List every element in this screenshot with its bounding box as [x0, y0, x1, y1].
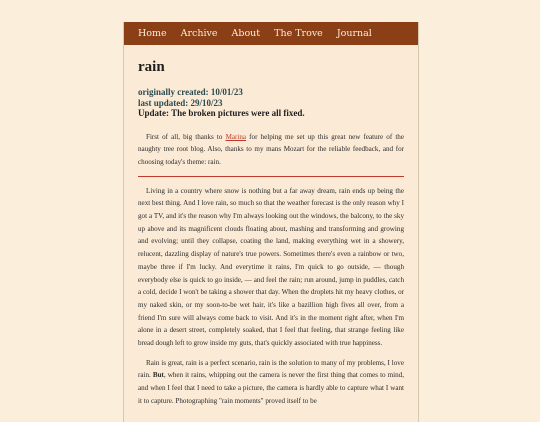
intro-text-before: First of all, big thanks to: [146, 132, 226, 141]
section-divider: [138, 176, 404, 177]
post-meta: [138, 87, 404, 119]
post-title: rain: [138, 59, 165, 75]
post-content: [124, 59, 418, 408]
nav-journal[interactable]: Journal: [336, 28, 372, 39]
intro-text-after: for helping me set up this great new feature of the naughty tree root blog. Also, thanks to my mans Mozart for the reliable feedback, and for choosing today's theme: rain.: [138, 132, 404, 166]
nav-home[interactable]: Home: [138, 28, 167, 39]
paragraph-2-before: Rain is great, rain is a perfect scenario, rain is the solution to many of my problems, I love rain.: [138, 358, 404, 380]
paragraph-2-after: , when it rains, whipping out the camera is never the first thing that comes to mind, and when I feel that I need to take a picture, the camera is hardly able to capture what I want it to capture. Photographing "rain moments" proved itself to be: [138, 371, 404, 405]
top-nav: [124, 22, 418, 45]
body-paragraph-1: Living in a country where snow is nothing but a far away dream, rain ends up being the next best thing. And I love rain, so much so that the weather forecast is the only reason why I got a TV, and it's the reason why I'm always looking out the windows, the balcony, to the sky up above and its magnificent clouds floating about, mashing and transforming and growing and evolving; until they collapse, coating the land, making everything wet in a showery, relucent, dazzling display of nature's true powers. Sometimes there's even a rainbow or two, maybe three if I'm lucky. And everytime it rains, I'm quick to go outside, — though everybody else is quick to go inside, — and feel the rain; run around, jump in puddles, catch a cold, decide I won't be taking a shower that day. When the droplets hit my heavy clothes, or my naked skin, or my soon-to-be wet hair, it's like a bazillion high fives all over, from a friend I'm sure will always come back to visit. And it's in the moment right after, when I'm alone in a desert street, completely soaked, that I feel that feeling, that strange feeling like bread dough left to grow inside my guts, that's quickly associated with true happiness.: [138, 186, 404, 348]
created-date: originally created: 10/01/23: [138, 87, 243, 97]
marina-link[interactable]: Marina: [225, 132, 247, 141]
nav-about[interactable]: About: [231, 28, 261, 39]
update-note: Update: The broken pictures were all fixed.: [138, 108, 305, 118]
nav-archive[interactable]: Archive: [180, 28, 218, 39]
body-paragraph-2: [138, 357, 404, 408]
nav-the-trove[interactable]: The Trove: [274, 28, 323, 39]
updated-date: last updated: 29/10/23: [138, 97, 223, 108]
paragraph-2-bold: But: [152, 371, 164, 380]
intro-paragraph: [138, 131, 404, 169]
page-frame: [123, 22, 419, 422]
